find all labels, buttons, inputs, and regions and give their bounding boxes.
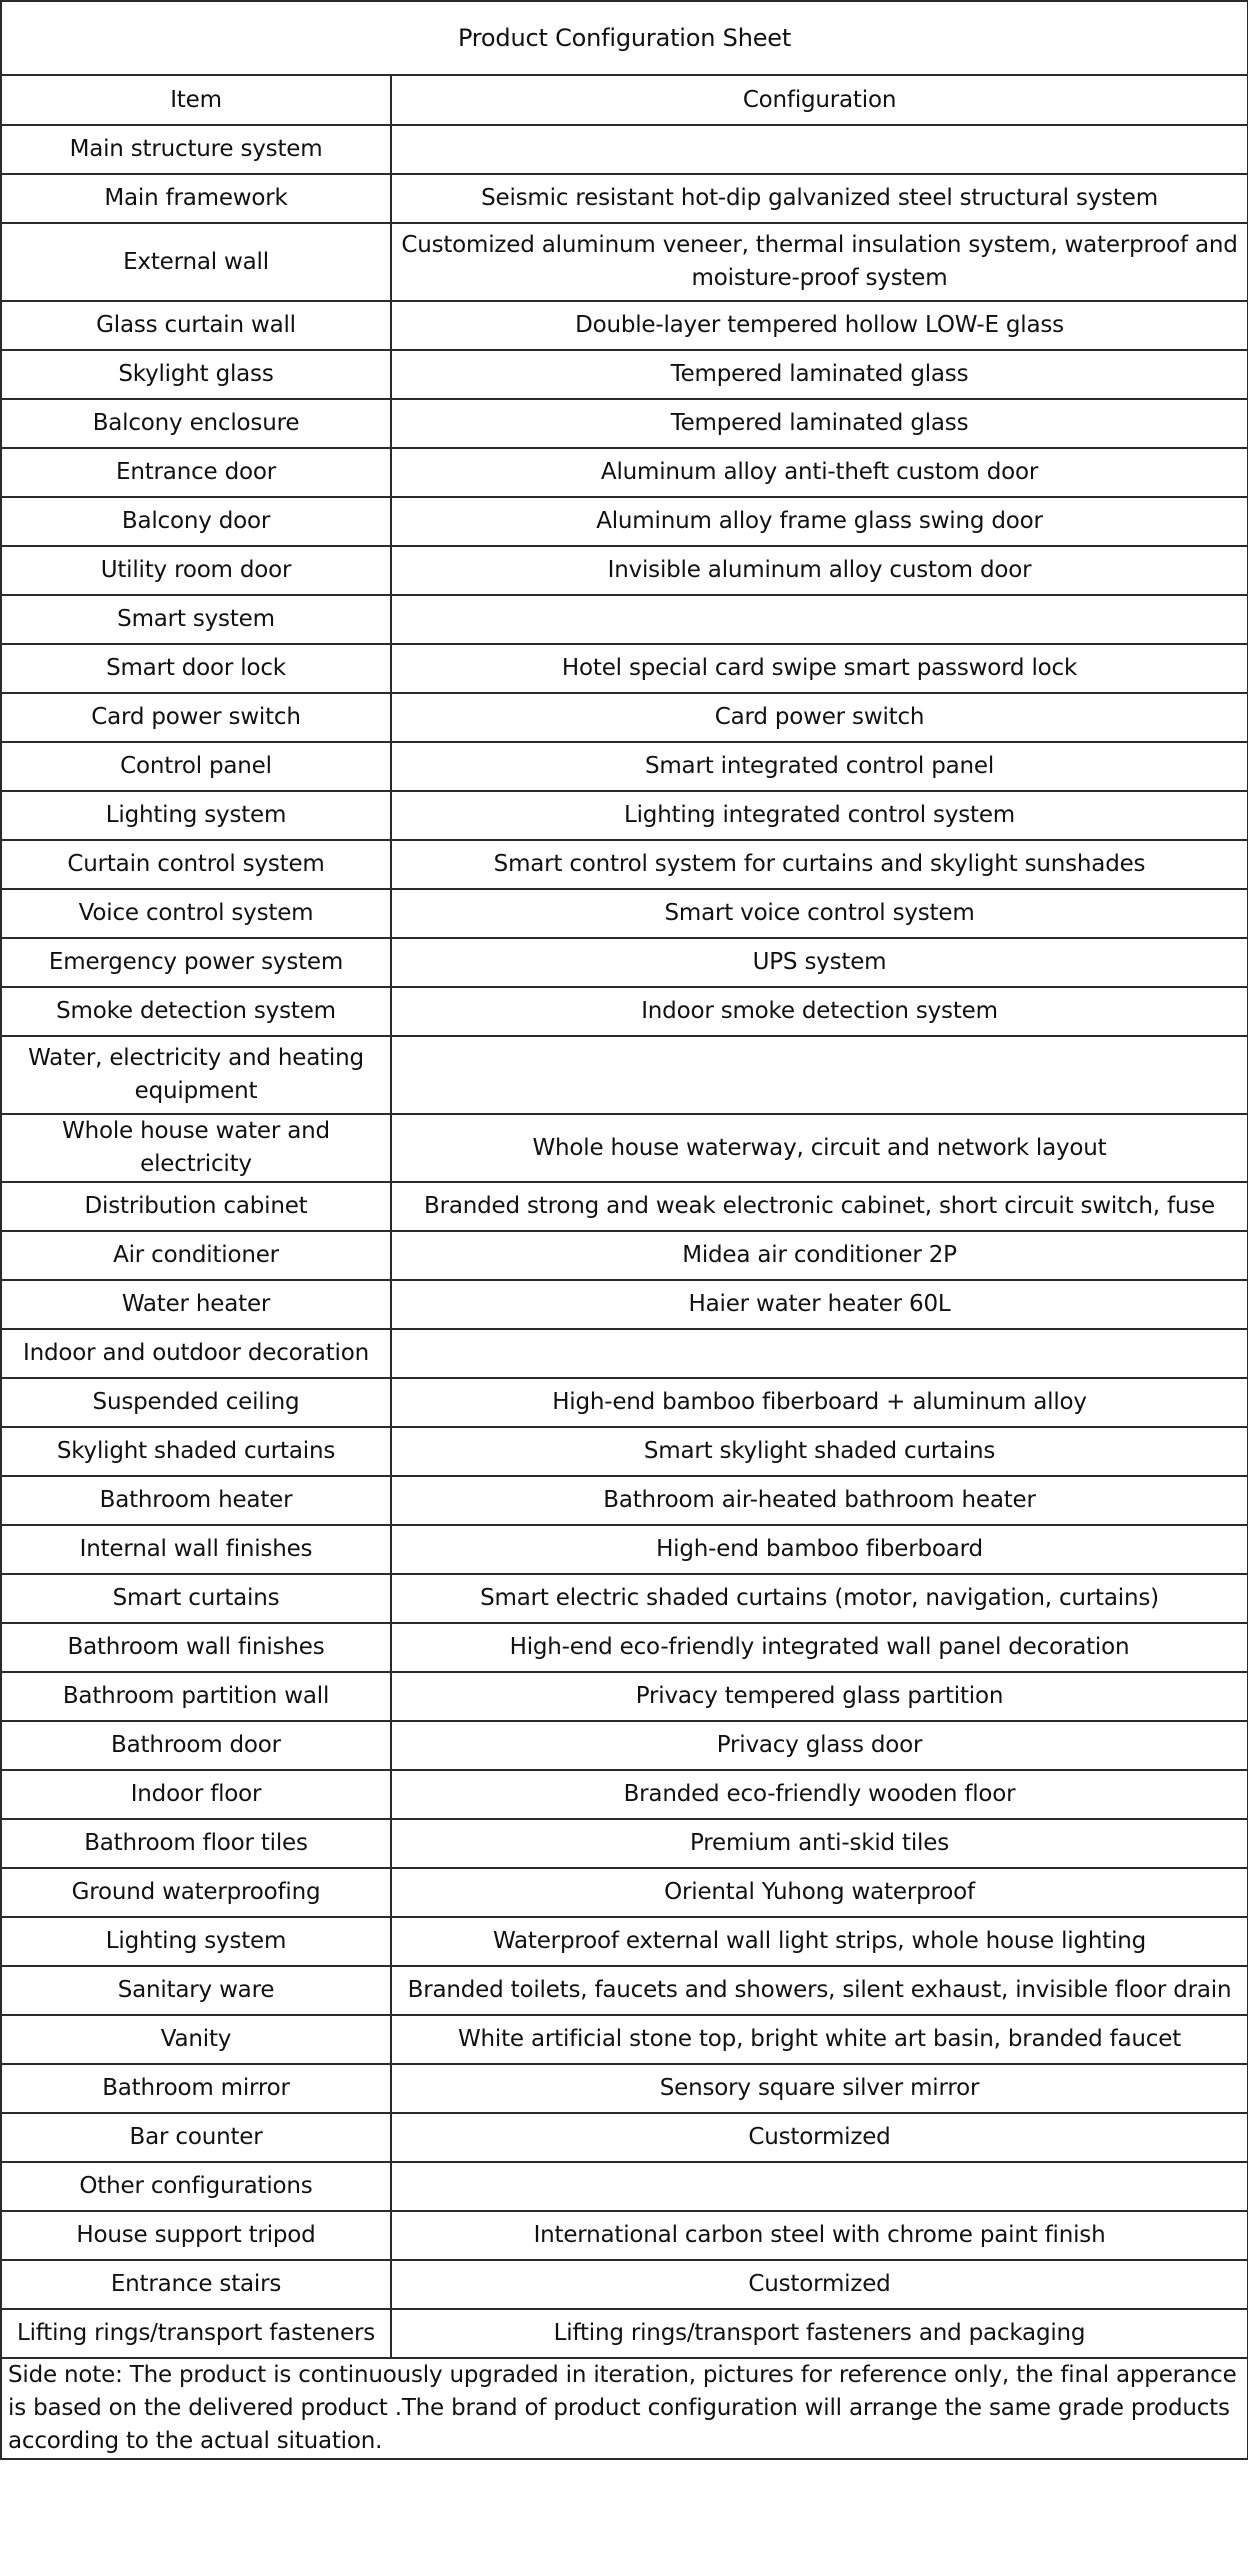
table-row	[1, 1378, 1248, 1427]
table-row	[1, 1280, 1248, 1329]
configuration-cell: Waterproof external wall light strips, whole house lighting	[391, 1917, 1248, 1966]
item-cell: Bathroom floor tiles	[1, 1819, 391, 1868]
configuration-cell: Branded eco-friendly wooden floor	[391, 1770, 1248, 1819]
table-row	[1, 350, 1248, 399]
configuration-cell: Smart skylight shaded curtains	[391, 1427, 1248, 1476]
title-row	[1, 1, 1248, 75]
configuration-cell: Whole house waterway, circuit and network layout	[391, 1114, 1248, 1182]
configuration-cell	[391, 125, 1248, 174]
item-cell: Vanity	[1, 2015, 391, 2064]
table-row	[1, 125, 1248, 174]
configuration-cell: UPS system	[391, 938, 1248, 987]
table-row	[1, 1182, 1248, 1231]
item-cell: Bathroom partition wall	[1, 1672, 391, 1721]
table-row	[1, 1525, 1248, 1574]
item-cell: Whole house water and electricity	[1, 1114, 391, 1182]
configuration-cell: Premium anti-skid tiles	[391, 1819, 1248, 1868]
configuration-cell: Haier water heater 60L	[391, 1280, 1248, 1329]
column-header-configuration: Configuration	[391, 75, 1248, 125]
configuration-cell: Invisible aluminum alloy custom door	[391, 546, 1248, 595]
table-row	[1, 448, 1248, 497]
item-cell: Suspended ceiling	[1, 1378, 391, 1427]
item-cell: Distribution cabinet	[1, 1182, 391, 1231]
item-cell: Balcony enclosure	[1, 399, 391, 448]
table-row	[1, 2260, 1248, 2309]
table-row	[1, 1036, 1248, 1114]
configuration-cell	[391, 1036, 1248, 1114]
configuration-cell: Midea air conditioner 2P	[391, 1231, 1248, 1280]
configuration-cell: Oriental Yuhong waterproof	[391, 1868, 1248, 1917]
note-row	[1, 2358, 1248, 2459]
configuration-cell: International carbon steel with chrome paint finish	[391, 2211, 1248, 2260]
configuration-cell: Smart voice control system	[391, 889, 1248, 938]
configuration-cell: Privacy glass door	[391, 1721, 1248, 1770]
configuration-cell: Aluminum alloy frame glass swing door	[391, 497, 1248, 546]
item-cell: Ground waterproofing	[1, 1868, 391, 1917]
table-row	[1, 1917, 1248, 1966]
table-row	[1, 2162, 1248, 2211]
configuration-cell: Branded toilets, faucets and showers, silent exhaust, invisible floor drain	[391, 1966, 1248, 2015]
table-row	[1, 1819, 1248, 1868]
table-row	[1, 791, 1248, 840]
item-cell: Bathroom mirror	[1, 2064, 391, 2113]
configuration-cell: Sensory square silver mirror	[391, 2064, 1248, 2113]
configuration-cell: Smart control system for curtains and skylight sunshades	[391, 840, 1248, 889]
side-note: Side note: The product is continuously upgraded in iteration, pictures for reference only, the final apperance is based on the delivered product .The brand of product configuration will arrange the same grade products according to the actual situation.	[1, 2358, 1248, 2459]
item-cell: Lifting rings/transport fasteners	[1, 2309, 391, 2358]
table-row	[1, 1476, 1248, 1525]
item-cell: External wall	[1, 223, 391, 301]
table-row	[1, 693, 1248, 742]
item-cell: Voice control system	[1, 889, 391, 938]
configuration-cell: Hotel special card swipe smart password lock	[391, 644, 1248, 693]
item-cell: Bathroom heater	[1, 1476, 391, 1525]
table-row	[1, 1623, 1248, 1672]
item-cell: Lighting system	[1, 791, 391, 840]
item-cell: Air conditioner	[1, 1231, 391, 1280]
configuration-cell: Seismic resistant hot-dip galvanized steel structural system	[391, 174, 1248, 223]
table-row	[1, 497, 1248, 546]
item-cell: Smart system	[1, 595, 391, 644]
item-cell: Glass curtain wall	[1, 301, 391, 350]
item-cell: Utility room door	[1, 546, 391, 595]
table-row	[1, 1770, 1248, 1819]
item-cell: Entrance stairs	[1, 2260, 391, 2309]
item-cell: Skylight glass	[1, 350, 391, 399]
item-cell: Bathroom door	[1, 1721, 391, 1770]
table-row	[1, 595, 1248, 644]
item-cell: Bar counter	[1, 2113, 391, 2162]
configuration-cell: Smart integrated control panel	[391, 742, 1248, 791]
table-body	[1, 1, 1248, 2459]
table-row	[1, 1427, 1248, 1476]
configuration-cell: High-end bamboo fiberboard + aluminum alloy	[391, 1378, 1248, 1427]
item-cell: Balcony door	[1, 497, 391, 546]
configuration-cell	[391, 595, 1248, 644]
sheet-title: Product Configuration Sheet	[1, 1, 1248, 75]
item-cell: Internal wall finishes	[1, 1525, 391, 1574]
configuration-cell: Card power switch	[391, 693, 1248, 742]
configuration-cell: Custormized	[391, 2260, 1248, 2309]
configuration-cell: Smart electric shaded curtains (motor, navigation, curtains)	[391, 1574, 1248, 1623]
table-row	[1, 1868, 1248, 1917]
item-cell: Entrance door	[1, 448, 391, 497]
configuration-cell: Double-layer tempered hollow LOW-E glass	[391, 301, 1248, 350]
item-cell: Card power switch	[1, 693, 391, 742]
item-cell: Emergency power system	[1, 938, 391, 987]
table-row	[1, 1721, 1248, 1770]
header-row	[1, 75, 1248, 125]
table-row	[1, 2113, 1248, 2162]
item-cell: Water, electricity and heating equipment	[1, 1036, 391, 1114]
table-row	[1, 223, 1248, 301]
table-row	[1, 2064, 1248, 2113]
item-cell: Lighting system	[1, 1917, 391, 1966]
item-cell: Skylight shaded curtains	[1, 1427, 391, 1476]
table-row	[1, 644, 1248, 693]
configuration-cell: High-end eco-friendly integrated wall panel decoration	[391, 1623, 1248, 1672]
item-cell: Water heater	[1, 1280, 391, 1329]
item-cell: Other configurations	[1, 2162, 391, 2211]
item-cell: Smart curtains	[1, 1574, 391, 1623]
item-cell: Sanitary ware	[1, 1966, 391, 2015]
configuration-cell: White artificial stone top, bright white art basin, branded faucet	[391, 2015, 1248, 2064]
table-row	[1, 1231, 1248, 1280]
item-cell: Smoke detection system	[1, 987, 391, 1036]
configuration-cell: Lifting rings/transport fasteners and packaging	[391, 2309, 1248, 2358]
configuration-cell: Custormized	[391, 2113, 1248, 2162]
table-row	[1, 2309, 1248, 2358]
table-row	[1, 301, 1248, 350]
configuration-cell: High-end bamboo fiberboard	[391, 1525, 1248, 1574]
item-cell: Main structure system	[1, 125, 391, 174]
configuration-cell	[391, 2162, 1248, 2211]
table-row	[1, 840, 1248, 889]
table-row	[1, 742, 1248, 791]
configuration-cell: Customized aluminum veneer, thermal insulation system, waterproof and moisture-proof system	[391, 223, 1248, 301]
configuration-cell: Tempered laminated glass	[391, 350, 1248, 399]
table-row	[1, 2015, 1248, 2064]
table-row	[1, 987, 1248, 1036]
item-cell: Smart door lock	[1, 644, 391, 693]
table-row	[1, 889, 1248, 938]
table-row	[1, 1329, 1248, 1378]
configuration-cell: Bathroom air-heated bathroom heater	[391, 1476, 1248, 1525]
configuration-cell: Lighting integrated control system	[391, 791, 1248, 840]
table-row	[1, 399, 1248, 448]
configuration-cell: Tempered laminated glass	[391, 399, 1248, 448]
table-row	[1, 1966, 1248, 2015]
item-cell: Indoor and outdoor decoration	[1, 1329, 391, 1378]
table-row	[1, 1574, 1248, 1623]
item-cell: House support tripod	[1, 2211, 391, 2260]
table-row	[1, 1114, 1248, 1182]
item-cell: Control panel	[1, 742, 391, 791]
table-row	[1, 1672, 1248, 1721]
item-cell: Main framework	[1, 174, 391, 223]
configuration-cell: Privacy tempered glass partition	[391, 1672, 1248, 1721]
item-cell: Bathroom wall finishes	[1, 1623, 391, 1672]
table-row	[1, 938, 1248, 987]
configuration-cell: Branded strong and weak electronic cabinet, short circuit switch, fuse	[391, 1182, 1248, 1231]
table-row	[1, 174, 1248, 223]
configuration-cell	[391, 1329, 1248, 1378]
column-header-item: Item	[1, 75, 391, 125]
table-row	[1, 2211, 1248, 2260]
item-cell: Curtain control system	[1, 840, 391, 889]
configuration-cell: Indoor smoke detection system	[391, 987, 1248, 1036]
configuration-cell: Aluminum alloy anti-theft custom door	[391, 448, 1248, 497]
item-cell: Indoor floor	[1, 1770, 391, 1819]
table-row	[1, 546, 1248, 595]
